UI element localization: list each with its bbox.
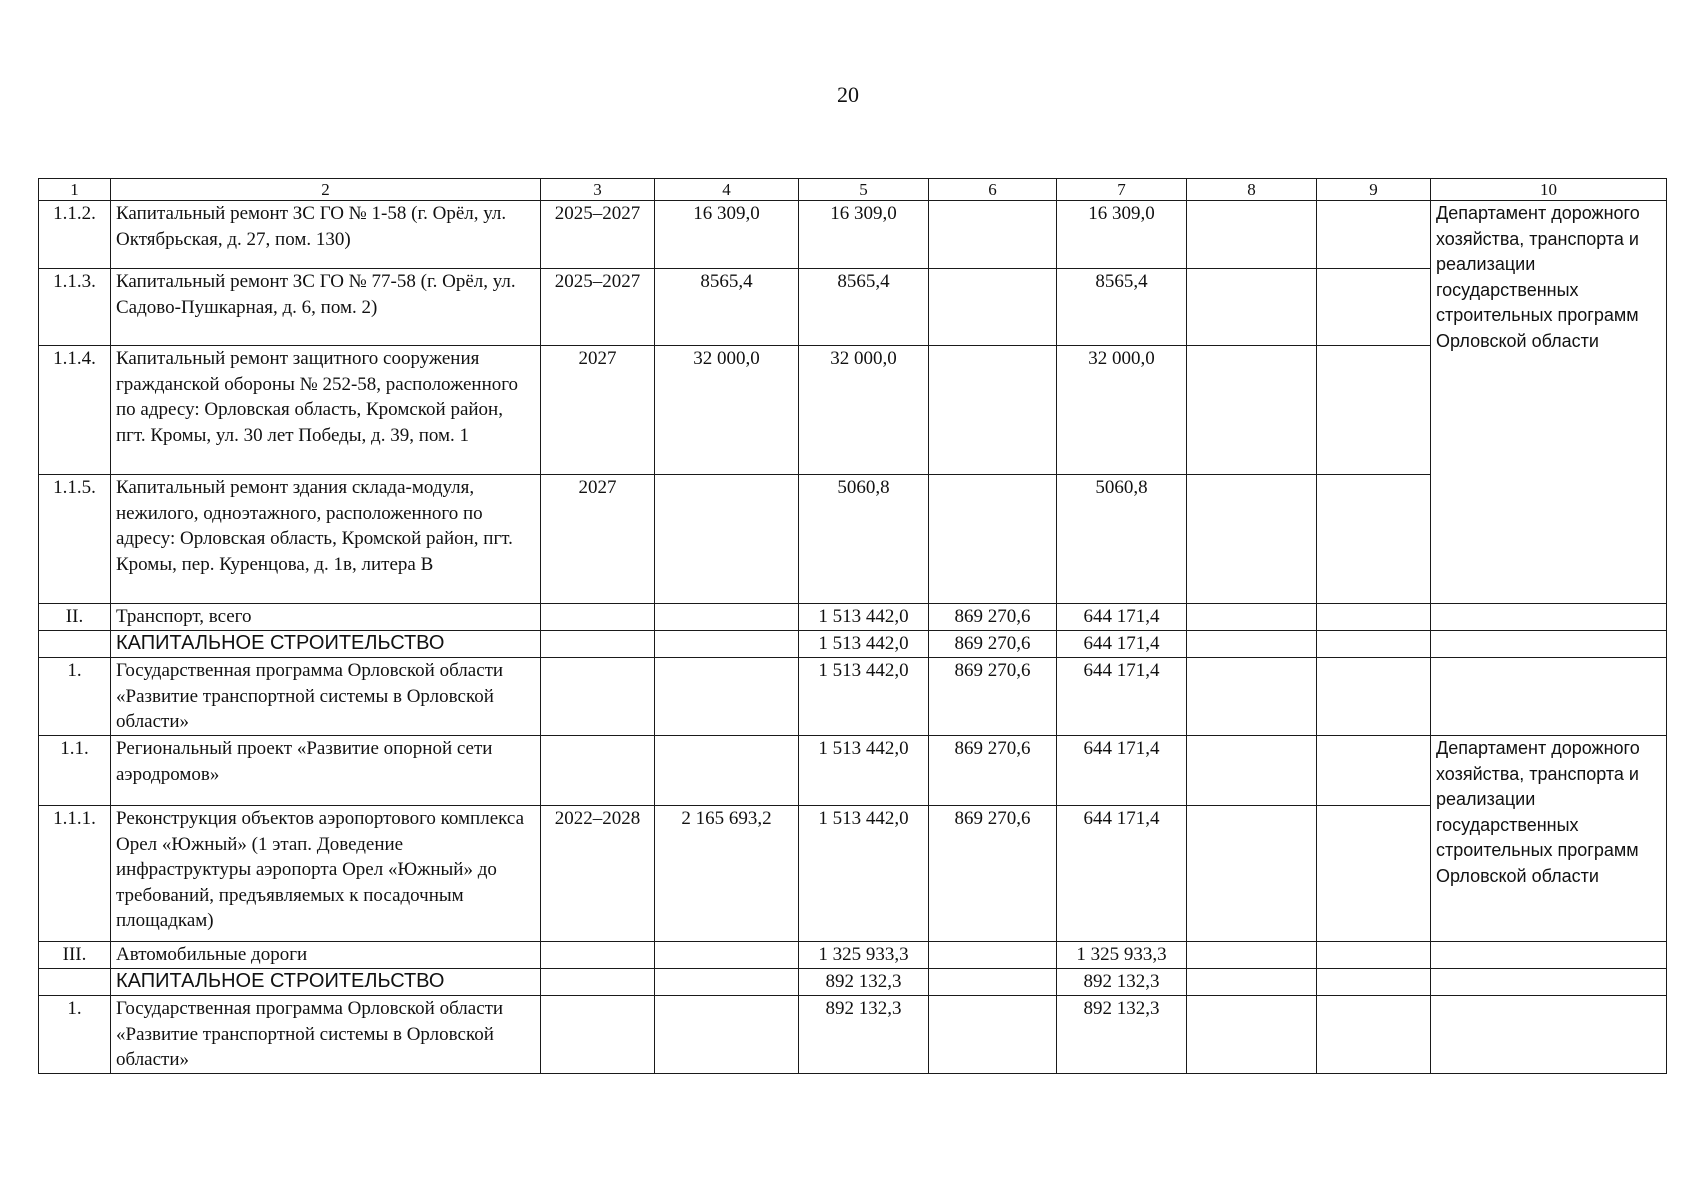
row-col9 — [1317, 346, 1431, 475]
row-years — [541, 736, 655, 806]
row-number: 1.1. — [39, 736, 111, 806]
row-col4 — [655, 942, 799, 969]
row-name: Региональный проект «Развитие опорной сети аэродромов» — [111, 736, 541, 806]
row-col6: 869 270,6 — [929, 736, 1057, 806]
row-col6: 869 270,6 — [929, 806, 1057, 942]
table-row — [39, 201, 1667, 269]
row-col8 — [1187, 631, 1317, 658]
row-col6 — [929, 201, 1057, 269]
row-number: II. — [39, 604, 111, 631]
row-col5: 1 513 442,0 — [799, 604, 929, 631]
column-number: 6 — [929, 179, 1057, 201]
row-col8 — [1187, 604, 1317, 631]
row-years — [541, 658, 655, 736]
table-row — [39, 658, 1667, 736]
budget-table — [38, 178, 1667, 1074]
page-number: 20 — [837, 82, 859, 107]
row-name: Государственная программа Орловской области «Развитие транспортной системы в Орловской области» — [111, 658, 541, 736]
row-col7: 32 000,0 — [1057, 346, 1187, 475]
row-col9 — [1317, 969, 1431, 996]
row-number: 1.1.1. — [39, 806, 111, 942]
column-number: 9 — [1317, 179, 1431, 201]
row-col4 — [655, 996, 799, 1074]
row-years: 2025–2027 — [541, 201, 655, 269]
row-col4: 16 309,0 — [655, 201, 799, 269]
row-col6: 869 270,6 — [929, 604, 1057, 631]
row-name: Капитальный ремонт ЗС ГО № 77-58 (г. Орёл, ул. Садово-Пушкарная, д. 6, пом. 2) — [111, 269, 541, 346]
row-col7: 644 171,4 — [1057, 604, 1187, 631]
row-col9 — [1317, 475, 1431, 604]
row-col5: 1 513 442,0 — [799, 736, 929, 806]
row-years — [541, 942, 655, 969]
row-col8 — [1187, 996, 1317, 1074]
column-number: 5 — [799, 179, 929, 201]
row-col4: 32 000,0 — [655, 346, 799, 475]
row-col4 — [655, 969, 799, 996]
column-number: 2 — [111, 179, 541, 201]
table-row — [39, 806, 1667, 942]
row-number — [39, 631, 111, 658]
row-years — [541, 996, 655, 1074]
row-name: Автомобильные дороги — [111, 942, 541, 969]
table-row — [39, 996, 1667, 1074]
row-col7: 892 132,3 — [1057, 969, 1187, 996]
row-col4 — [655, 475, 799, 604]
row-col7: 644 171,4 — [1057, 806, 1187, 942]
row-col5: 1 513 442,0 — [799, 658, 929, 736]
table-row — [39, 942, 1667, 969]
row-col7: 1 325 933,3 — [1057, 942, 1187, 969]
row-col9 — [1317, 604, 1431, 631]
row-col6 — [929, 969, 1057, 996]
row-number: 1.1.3. — [39, 269, 111, 346]
row-col7: 16 309,0 — [1057, 201, 1187, 269]
row-number: 1. — [39, 996, 111, 1074]
row-col8 — [1187, 658, 1317, 736]
row-name: Капитальный ремонт здания склада-модуля, нежилого, одноэтажного, расположенного по адресу: Орловская область, Кромской район, пгт. Кромы, пер. Куренцова, д. 1в, литера В — [111, 475, 541, 604]
row-col10 — [1431, 631, 1667, 658]
row-col5: 16 309,0 — [799, 201, 929, 269]
table-row — [39, 269, 1667, 346]
row-col8 — [1187, 269, 1317, 346]
row-col5: 1 513 442,0 — [799, 806, 929, 942]
row-col6 — [929, 346, 1057, 475]
row-col6 — [929, 942, 1057, 969]
row-col9 — [1317, 942, 1431, 969]
row-number — [39, 969, 111, 996]
row-col4 — [655, 658, 799, 736]
row-number: 1.1.5. — [39, 475, 111, 604]
row-col4: 2 165 693,2 — [655, 806, 799, 942]
column-number: 3 — [541, 179, 655, 201]
row-col5: 8565,4 — [799, 269, 929, 346]
row-col9 — [1317, 631, 1431, 658]
row-col8 — [1187, 942, 1317, 969]
row-col8 — [1187, 806, 1317, 942]
row-col6 — [929, 996, 1057, 1074]
responsible-department: Департамент дорожного хозяйства, транспорта и реализации государственных строительных программ Орловской области — [1431, 201, 1667, 604]
row-col4 — [655, 604, 799, 631]
row-name: Капитальный ремонт ЗС ГО № 1-58 (г. Орёл, ул. Октябрьская, д. 27, пом. 130) — [111, 201, 541, 269]
table-row — [39, 346, 1667, 475]
row-number: 1.1.2. — [39, 201, 111, 269]
row-col5: 892 132,3 — [799, 996, 929, 1074]
row-col7: 644 171,4 — [1057, 631, 1187, 658]
row-col5: 1 325 933,3 — [799, 942, 929, 969]
row-number: III. — [39, 942, 111, 969]
row-col10 — [1431, 604, 1667, 631]
row-years: 2022–2028 — [541, 806, 655, 942]
row-col10 — [1431, 942, 1667, 969]
column-number: 8 — [1187, 179, 1317, 201]
column-number: 1 — [39, 179, 111, 201]
row-col4 — [655, 736, 799, 806]
row-col7: 8565,4 — [1057, 269, 1187, 346]
row-name: Транспорт, всего — [111, 604, 541, 631]
row-col5: 5060,8 — [799, 475, 929, 604]
row-years: 2027 — [541, 346, 655, 475]
row-name: КАПИТАЛЬНОЕ СТРОИТЕЛЬСТВО — [111, 631, 541, 658]
row-col5: 32 000,0 — [799, 346, 929, 475]
row-name: КАПИТАЛЬНОЕ СТРОИТЕЛЬСТВО — [111, 969, 541, 996]
row-col10 — [1431, 658, 1667, 736]
row-col4: 8565,4 — [655, 269, 799, 346]
row-col9 — [1317, 201, 1431, 269]
row-col9 — [1317, 736, 1431, 806]
row-number: 1.1.4. — [39, 346, 111, 475]
column-number: 10 — [1431, 179, 1667, 201]
row-col7: 5060,8 — [1057, 475, 1187, 604]
row-name: Реконструкция объектов аэропортового комплекса Орел «Южный» (1 этап. Доведение инфраструктуры аэропорта Орел «Южный» до требований, предъявляемых к посадочным площадкам) — [111, 806, 541, 942]
column-number: 4 — [655, 179, 799, 201]
table-row — [39, 475, 1667, 604]
row-years — [541, 969, 655, 996]
row-years: 2027 — [541, 475, 655, 604]
column-number-row — [39, 179, 1667, 201]
row-name: Государственная программа Орловской области «Развитие транспортной системы в Орловской области» — [111, 996, 541, 1074]
table-row — [39, 604, 1667, 631]
row-col8 — [1187, 201, 1317, 269]
row-col8 — [1187, 475, 1317, 604]
row-col7: 892 132,3 — [1057, 996, 1187, 1074]
row-col5: 892 132,3 — [799, 969, 929, 996]
row-years — [541, 631, 655, 658]
row-col10 — [1431, 996, 1667, 1074]
row-col9 — [1317, 658, 1431, 736]
responsible-department: Департамент дорожного хозяйства, транспорта и реализации государственных строительных программ Орловской области — [1431, 736, 1667, 942]
table-row — [39, 969, 1667, 996]
table-row — [39, 736, 1667, 806]
row-name: Капитальный ремонт защитного сооружения гражданской обороны № 252-58, расположенного по адресу: Орловская область, Кромской район, пгт. Кромы, ул. 30 лет Победы, д. 39, пом. 1 — [111, 346, 541, 475]
row-years: 2025–2027 — [541, 269, 655, 346]
row-col9 — [1317, 806, 1431, 942]
row-col7: 644 171,4 — [1057, 658, 1187, 736]
row-col6 — [929, 269, 1057, 346]
row-col6: 869 270,6 — [929, 658, 1057, 736]
row-col9 — [1317, 996, 1431, 1074]
row-col6: 869 270,6 — [929, 631, 1057, 658]
row-col8 — [1187, 969, 1317, 996]
row-col4 — [655, 631, 799, 658]
row-col7: 644 171,4 — [1057, 736, 1187, 806]
row-col9 — [1317, 269, 1431, 346]
row-col8 — [1187, 736, 1317, 806]
row-years — [541, 604, 655, 631]
row-number: 1. — [39, 658, 111, 736]
column-number: 7 — [1057, 179, 1187, 201]
row-col10 — [1431, 969, 1667, 996]
row-col8 — [1187, 346, 1317, 475]
table-row — [39, 631, 1667, 658]
row-col6 — [929, 475, 1057, 604]
row-col5: 1 513 442,0 — [799, 631, 929, 658]
